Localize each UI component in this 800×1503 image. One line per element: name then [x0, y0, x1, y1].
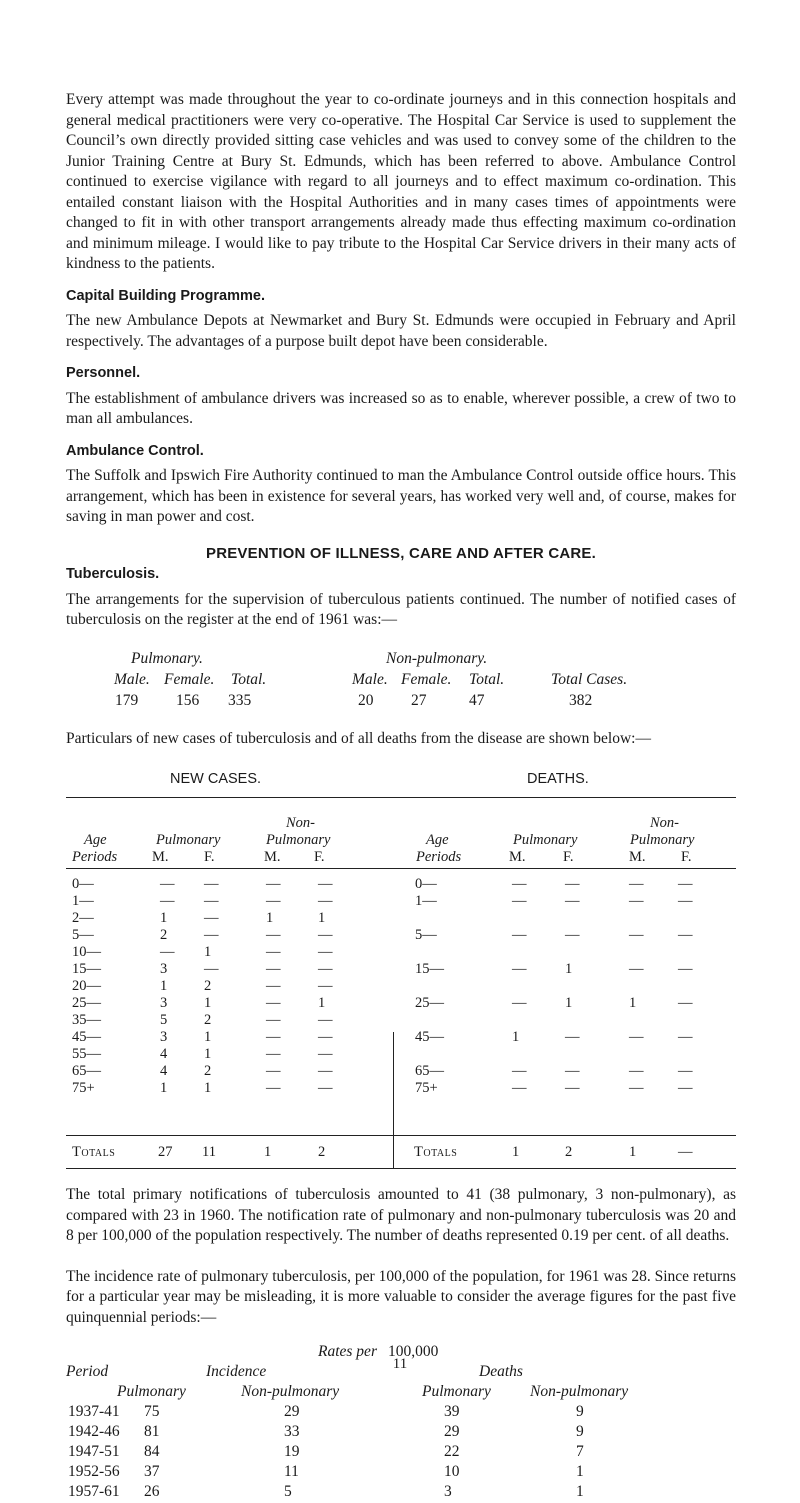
capital-section [66, 286, 736, 353]
rate-value-cell: 26 [144, 1483, 160, 1500]
personnel-text: The establishment of ambulance drivers was increased so as to enable, wherever possible, a crew of two to man all ambulances. [66, 389, 736, 427]
right-nonpulmonary-header: Pulmonary [630, 832, 695, 848]
new-value-cell: — [204, 927, 219, 943]
new-value-cell: 1 [204, 1080, 212, 1096]
control-text: The Suffolk and Ipswich Fire Authority continued to man the Ambulance Control outside office hours. This arrangement, which has been in existence for several years, has worked very well and, of course, makes for saving in man power and cost. [66, 467, 736, 525]
column-divider [393, 1032, 394, 1168]
right-periods-header: Periods [416, 849, 462, 865]
new-age-cell: 55— [72, 1046, 101, 1062]
female-header: Female. [164, 670, 215, 688]
new-value-cell: 3 [160, 1029, 168, 1045]
rate-period-cell: 1937-41 [68, 1403, 120, 1420]
new-value-cell: — [204, 961, 219, 977]
new-value-cell: — [204, 876, 219, 892]
total-header: Total. [231, 670, 267, 688]
death-totals-nf: — [678, 1144, 693, 1160]
death-value-cell: 1 [629, 995, 637, 1011]
right-m-header: M. [509, 849, 526, 865]
new-value-cell: — [160, 876, 175, 892]
new-value-cell: — [160, 893, 175, 909]
new-age-cell: 65— [72, 1063, 101, 1079]
control-section [66, 441, 736, 528]
new-value-cell: — [318, 1029, 333, 1045]
rate-value-cell: 84 [144, 1443, 160, 1460]
death-value-cell: — [512, 995, 527, 1011]
rates-title: Rates per [318, 1343, 377, 1360]
new-age-cell: 1— [72, 893, 94, 909]
death-value-cell: — [629, 1029, 644, 1045]
new-value-cell: 1 [318, 995, 326, 1011]
left-non-header: Non- [286, 815, 315, 831]
new-value-cell: — [266, 1046, 281, 1062]
deaths-pulmonary-header: Pulmonary [422, 1383, 491, 1400]
new-value-cell: — [266, 995, 281, 1011]
new-value-cell: — [318, 944, 333, 960]
p-female-value: 156 [176, 691, 200, 709]
page-content [66, 90, 736, 1502]
rate-value-cell: 1 [576, 1483, 584, 1500]
notifications-paragraph: The total primary notifications of tuberculosis amounted to 41 (38 pulmonary, 3 non-pulmonary), as compared with 23 in 1960. The notification rate of pulmonary and non-pulmonary tuberculosis was 20 and 8 per 100,000 of the population respectively. The number of deaths represented 0.19 per cent. of all deaths. [66, 1186, 736, 1244]
rate-value-cell: 9 [576, 1403, 584, 1420]
new-value-cell: 1 [318, 910, 326, 926]
new-value-cell: 2 [204, 1063, 212, 1079]
new-value-cell: — [204, 893, 219, 909]
new-age-cell: 10— [72, 944, 101, 960]
new-value-cell: 5 [160, 1012, 168, 1028]
tb-text: The arrangements for the supervision of tuberculous patients continued. The number of notified cases of tuberculosis on the register at the end of 1961 was:— [66, 590, 736, 628]
new-age-cell: 0— [72, 876, 94, 892]
right-f-header: F. [563, 849, 574, 865]
left-f2-header: F. [314, 849, 325, 865]
new-totals-pf: 11 [202, 1144, 216, 1160]
incidence-nonpulmonary-header: Non-pulmonary [241, 1383, 340, 1400]
new-age-cell: 20— [72, 978, 101, 994]
rate-period-cell: 1952-56 [68, 1463, 120, 1480]
deaths-header: Deaths [479, 1363, 523, 1380]
new-value-cell: 2 [160, 927, 168, 943]
death-age-cell: 0— [415, 876, 437, 892]
death-value-cell: — [512, 1080, 527, 1096]
capital-heading: Capital Building Programme. [66, 287, 265, 304]
left-pulmonary-header: Pulmonary [156, 832, 221, 848]
death-value-cell: — [678, 1080, 693, 1096]
new-value-cell: — [160, 944, 175, 960]
death-value-cell: — [678, 995, 693, 1011]
death-value-cell: 1 [565, 961, 573, 977]
death-value-cell: — [678, 1029, 693, 1045]
rate-value-cell: 22 [444, 1443, 460, 1460]
rate-value-cell: 75 [144, 1403, 160, 1420]
death-age-cell: 45— [415, 1029, 444, 1045]
total-cases-header: Total Cases. [551, 670, 628, 688]
death-value-cell: — [565, 927, 580, 943]
new-value-cell: 4 [160, 1063, 168, 1079]
male-header: Male. [114, 670, 150, 688]
new-value-cell: — [318, 1012, 333, 1028]
left-nonpulmonary-header: Pulmonary [266, 832, 331, 848]
rate-value-cell: 3 [444, 1483, 452, 1500]
new-totals-label: Totals [72, 1144, 116, 1160]
death-value-cell: — [565, 876, 580, 892]
left-m2-header: M. [264, 849, 281, 865]
death-age-cell: 1— [415, 893, 437, 909]
control-heading: Ambulance Control. [66, 442, 204, 459]
new-value-cell: — [266, 876, 281, 892]
death-value-cell: — [512, 927, 527, 943]
death-value-cell: — [565, 1029, 580, 1045]
female-header-2: Female. [401, 670, 452, 688]
death-value-cell: — [629, 1080, 644, 1096]
personnel-heading: Personnel. [66, 365, 141, 381]
death-value-cell: — [678, 876, 693, 892]
death-value-cell: 1 [512, 1029, 520, 1045]
right-non-header: Non- [650, 815, 679, 831]
new-value-cell: 3 [160, 961, 168, 977]
n-male-value: 20 [358, 691, 374, 709]
death-age-cell: 15— [415, 961, 444, 977]
new-value-cell: 1 [204, 1046, 212, 1062]
capital-text: The new Ambulance Depots at Newmarket and Bury St. Edmunds were occupied in February and April respectively. The advantages of a purpose built depot have been considerable. [66, 312, 736, 350]
rate-value-cell: 81 [144, 1423, 160, 1440]
new-age-cell: 25— [72, 995, 101, 1011]
death-value-cell: — [629, 876, 644, 892]
deaths-label: DEATHS. [527, 771, 589, 787]
new-value-cell: — [318, 893, 333, 909]
left-age-header: Age [84, 832, 107, 848]
new-value-cell: — [266, 1063, 281, 1079]
death-value-cell: — [512, 876, 527, 892]
rate-period-cell: 1957-61 [68, 1483, 120, 1500]
new-value-cell: — [318, 1046, 333, 1062]
incidence-paragraph: The incidence rate of pulmonary tuberculosis, per 100,000 of the population, for 1961 was 28. Since returns for a particular year may be misleading, it is more valuable to consider the average figures for the past five quinquennial periods:— [66, 1267, 736, 1326]
new-value-cell: 1 [160, 978, 168, 994]
table-section-headings [66, 765, 736, 789]
left-periods-header: Periods [72, 849, 118, 865]
new-value-cell: 2 [204, 1012, 212, 1028]
right-pulmonary-header: Pulmonary [513, 832, 578, 848]
n-female-value: 27 [411, 691, 427, 709]
rate-value-cell: 10 [444, 1463, 460, 1480]
new-totals-pm: 27 [158, 1144, 173, 1160]
intro-paragraph: Every attempt was made throughout the year to co-ordinate journeys and in this connection hospitals and general medical practitioners were very co-operative. The Hospital Car Service is used to supplement the Council’s own directly provided sitting case vehicles and was used to convey some of the children to the Junior Training Centre at Bury St. Edmunds, which has been referred to above. Ambulance Control continued to exercise vigilance with regard to all journeys and to effect maximum co-ordination. This entailed constant liaison with the Hospital Authorities and in many cases times of appointments were changed to fit in with other transport arrangements already made thus effecting maximum co-ordination and minimum mileage. I would like to pay tribute to the Hospital Car Service drivers in their many acts of kindness to the patients. [66, 91, 736, 272]
death-value-cell: — [678, 927, 693, 943]
rate-period-cell: 1947-51 [68, 1443, 120, 1460]
new-age-cell: 45— [72, 1029, 101, 1045]
death-value-cell: — [565, 1080, 580, 1096]
right-age-header: Age [426, 832, 449, 848]
p-male-value: 179 [115, 691, 139, 709]
new-value-cell: — [266, 978, 281, 994]
total-header-2: Total. [469, 670, 505, 688]
rate-value-cell: 29 [444, 1423, 460, 1440]
new-value-cell: 4 [160, 1046, 168, 1062]
n-total-value: 47 [469, 691, 485, 709]
death-value-cell: — [512, 893, 527, 909]
death-age-cell: 25— [415, 995, 444, 1011]
death-value-cell: — [629, 1063, 644, 1079]
rate-value-cell: 19 [284, 1443, 300, 1460]
new-value-cell: 1 [204, 944, 212, 960]
rate-value-cell: 37 [144, 1463, 160, 1480]
p-total-value: 335 [228, 691, 252, 709]
new-totals-nf: 2 [318, 1144, 326, 1160]
new-value-cell: 1 [160, 1080, 168, 1096]
new-value-cell: — [318, 1063, 333, 1079]
new-totals-nm: 1 [264, 1144, 272, 1160]
rate-value-cell: 7 [576, 1443, 584, 1460]
death-age-cell: 65— [415, 1063, 444, 1079]
death-value-cell: — [678, 893, 693, 909]
new-value-cell: 1 [266, 910, 274, 926]
death-value-cell: — [512, 961, 527, 977]
death-totals-pf: 2 [565, 1144, 573, 1160]
new-value-cell: 1 [204, 1029, 212, 1045]
register-summary [66, 649, 736, 715]
grand-total-value: 382 [569, 691, 593, 709]
new-age-cell: 5— [72, 927, 94, 943]
new-value-cell: — [204, 910, 219, 926]
new-value-cell: — [266, 927, 281, 943]
personnel-section [66, 363, 736, 430]
new-value-cell: — [266, 1029, 281, 1045]
new-age-cell: 35— [72, 1012, 101, 1028]
new-value-cell: 1 [204, 995, 212, 1011]
new-age-cell: 2— [72, 910, 94, 926]
death-value-cell: — [678, 961, 693, 977]
death-value-cell: — [512, 1063, 527, 1079]
new-value-cell: 2 [204, 978, 212, 994]
new-value-cell: — [266, 961, 281, 977]
rates-title-number: 100,000 [388, 1343, 439, 1360]
new-value-cell: — [266, 1080, 281, 1096]
death-age-cell: 75+ [415, 1080, 438, 1096]
death-totals-nm: 1 [629, 1144, 637, 1160]
tb-section [66, 564, 736, 631]
death-value-cell: — [629, 961, 644, 977]
incidence-header: Incidence [206, 1363, 267, 1380]
new-value-cell: — [318, 1080, 333, 1096]
rate-value-cell: 39 [444, 1403, 460, 1420]
death-age-cell: 5— [415, 927, 437, 943]
rate-value-cell: 33 [284, 1423, 300, 1440]
prevention-heading: PREVENTION OF ILLNESS, CARE AND AFTER CARE. [205, 544, 596, 562]
new-value-cell: — [318, 978, 333, 994]
new-value-cell: 1 [160, 910, 168, 926]
rate-value-cell: 5 [284, 1483, 292, 1500]
rate-value-cell: 9 [576, 1423, 584, 1440]
page-number: 11 [392, 1356, 408, 1372]
rate-period-cell: 1942-46 [68, 1423, 120, 1440]
death-value-cell: — [629, 927, 644, 943]
header-rule [66, 868, 736, 869]
new-value-cell: — [318, 961, 333, 977]
new-cases-label: NEW CASES. [170, 771, 262, 787]
death-value-cell: — [629, 893, 644, 909]
new-value-cell: — [318, 927, 333, 943]
death-value-cell: — [565, 893, 580, 909]
tb-heading: Tuberculosis. [66, 566, 160, 582]
totals-rule [66, 1135, 736, 1136]
new-value-cell: — [266, 893, 281, 909]
new-value-cell: 3 [160, 995, 168, 1011]
rate-value-cell: 11 [284, 1463, 299, 1480]
new-value-cell: — [266, 1012, 281, 1028]
new-age-cell: 75+ [72, 1080, 95, 1096]
pulmonary-label: Pulmonary. [131, 649, 203, 667]
deaths-nonpulmonary-header: Non-pulmonary [530, 1383, 629, 1400]
death-totals-pm: 1 [512, 1144, 520, 1160]
new-age-cell: 15— [72, 961, 101, 977]
particulars-text: Particulars of new cases of tuberculosis and of all deaths from the disease are shown below:— [66, 729, 651, 747]
death-totals-label: Totals [414, 1144, 458, 1160]
new-value-cell: — [318, 876, 333, 892]
death-value-cell: 1 [565, 995, 573, 1011]
death-value-cell: — [565, 1063, 580, 1079]
rate-value-cell: 1 [576, 1463, 584, 1480]
new-value-cell: — [266, 944, 281, 960]
left-m-header: M. [152, 849, 169, 865]
nonpulmonary-label: Non-pulmonary. [386, 649, 488, 667]
left-f-header: F. [204, 849, 215, 865]
rate-value-cell: 29 [284, 1403, 300, 1420]
tuberculosis-table [66, 797, 736, 1169]
period-header: Period [66, 1363, 109, 1380]
right-m2-header: M. [629, 849, 646, 865]
right-f2-header: F. [681, 849, 692, 865]
incidence-pulmonary-header: Pulmonary [117, 1383, 186, 1400]
death-value-cell: — [678, 1063, 693, 1079]
male-header-2: Male. [352, 670, 388, 688]
